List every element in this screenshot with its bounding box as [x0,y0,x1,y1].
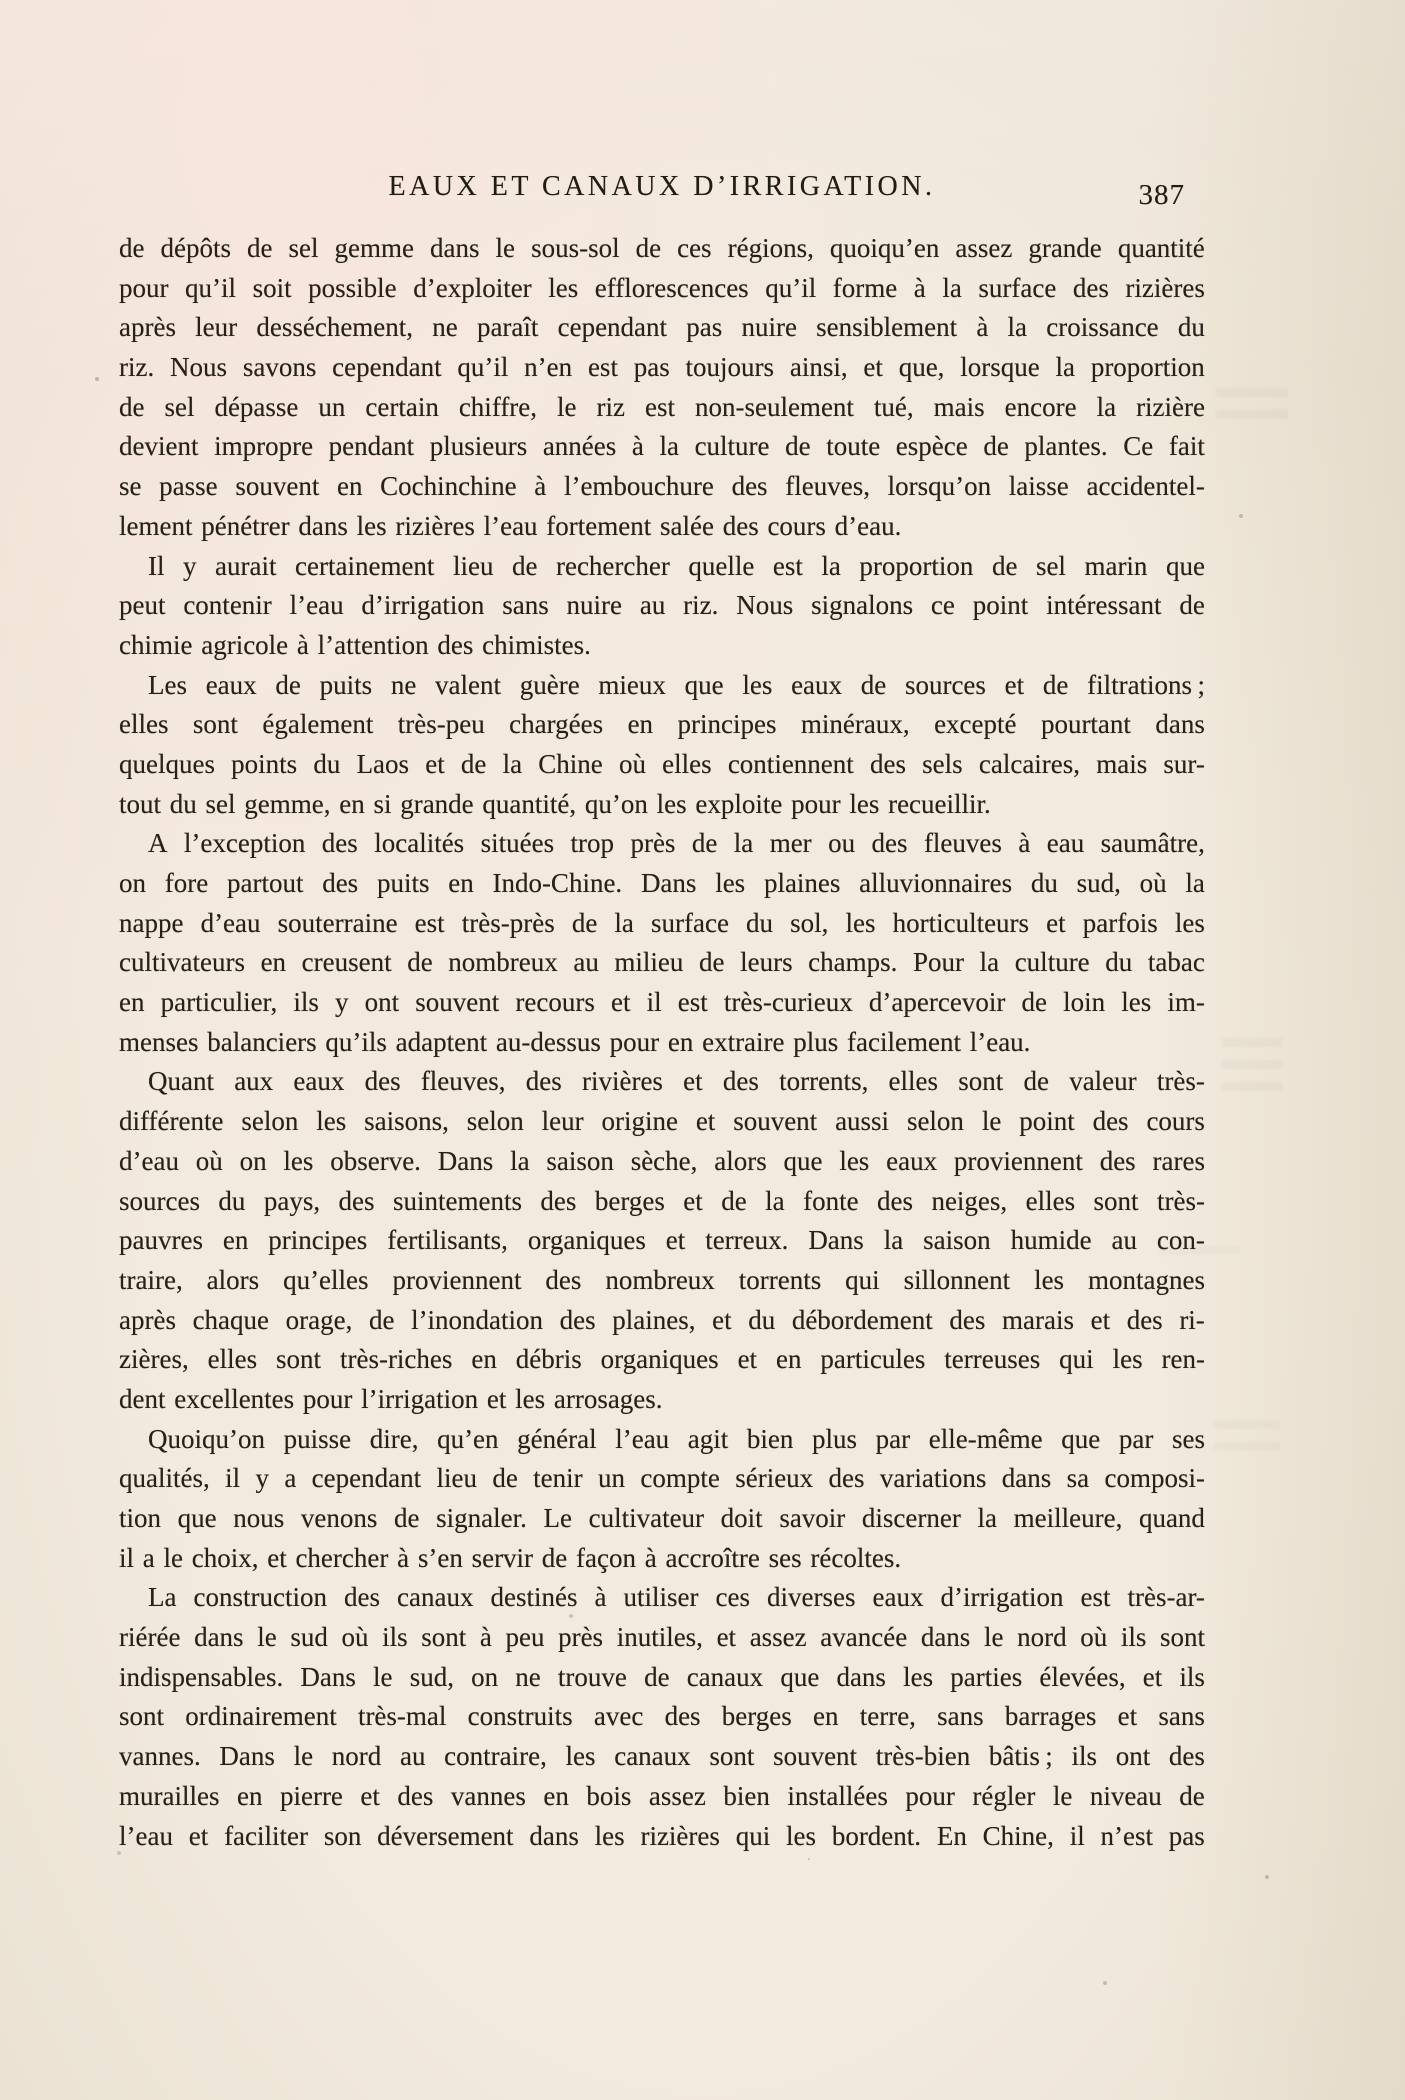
text-line: menses balanciers qu’ils adaptent au-dessus pour en extraire plus facilement l’eau. [119,1026,1031,1057]
text-line: riérée dans le sud où ils sont à peu près inutiles, et assez avancée dans le nord où ils sont [119,1622,1205,1653]
text-line: elles sont également très-peu chargées en principes minéraux, excepté pourtant dans [119,709,1205,740]
text-line: vannes. Dans le nord au contraire, les canaux sont souvent très-bien bâtis ; ils ont des [119,1741,1205,1772]
text-line: lement pénétrer dans les rizières l’eau fortement salée des cours d’eau. [119,510,902,541]
paragraph [119,824,1205,1062]
text-line: l’eau et faciliter son déversement dans les rizières qui les bordent. En Chine, il n’est pas [119,1820,1205,1851]
text-line: de sel dépasse un certain chiffre, le riz est non-seulement tué, mais encore la rizière [119,391,1205,422]
text-line: en particulier, ils y ont souvent recours et il est très-curieux d’apercevoir de loin les im- [119,987,1205,1018]
text-line: quelques points du Laos et de la Chine où elles contiennent des sels calcaires, mais sur- [119,748,1205,779]
text-line: différente selon les saisons, selon leur origine et souvent aussi selon le point des cours [119,1106,1205,1137]
text-line: tion que nous venons de signaler. Le cultivateur doit savoir discerner la meilleure, quand [119,1503,1205,1533]
text-line: pour qu’il soit possible d’exploiter les efflorescences qu’il forme à la surface des rizières [119,272,1205,303]
paragraph [119,229,1205,547]
text-line: cultivateurs en creusent de nombreux au milieu de leurs champs. Pour la culture du tabac [119,947,1205,978]
paragraph [119,1578,1205,1856]
bleed-through-mark [1214,1420,1280,1462]
text-line: Il y aurait certainement lieu de rechercher quelle est la proportion de sel marin que [148,550,1205,581]
page-number: 387 [1138,179,1185,211]
text-line: Quant aux eaux des fleuves, des rivières et des torrents, elles sont de valeur très- [148,1066,1205,1097]
text-line: il a le choix, et chercher à s’en servir de façon à accroître ses récoltes. [119,1542,902,1573]
text-line: on fore partout des puits en Indo-Chine. Dans les plaines alluvionnaires du sud, où la [119,868,1205,898]
text-line: se passe souvent en Cochinchine à l’embouchure des fleuves, lorsqu’on laisse accidentel- [119,471,1205,502]
text-line: traire, alors qu’elles proviennent des nombreux torrents qui sillonnent les montagnes [119,1264,1205,1295]
page-content [119,171,1205,1851]
text-line: Quoiqu’on puisse dire, qu’en général l’eau agit bien plus par elle-même que par ses [148,1423,1205,1454]
text-line: après chaque orage, de l’inondation des plaines, et du débordement des marais et des ri- [119,1304,1205,1335]
text-line: sources du pays, des suintements des berges et de la fonte des neiges, elles sont très- [119,1185,1205,1216]
text-line: sont ordinairement très-mal construits avec des berges en terre, sans barrages et sans [119,1701,1205,1732]
text-line: qualités, il y a cependant lieu de tenir un compte sérieux des variations dans sa composi- [119,1463,1205,1494]
running-title: EAUX ET CANAUX D’IRRIGATION. [388,171,936,202]
text-line: A l’exception des localités situées trop près de la mer ou des fleuves à eau saumâtre, [148,828,1205,859]
text-line: chimie agricole à l’attention des chimistes. [119,629,591,660]
text-line: Les eaux de puits ne valent guère mieux que les eaux de sources et de filtrations ; [148,669,1205,700]
paragraph [119,1420,1205,1579]
text-line: peut contenir l’eau d’irrigation sans nuire au riz. Nous signalons ce point intéressant de [119,590,1205,621]
body-text [119,229,1205,1856]
paragraph [119,666,1205,825]
text-line: tout du sel gemme, en si grande quantité, qu’on les exploite pour les recueillir. [119,788,991,819]
text-line: nappe d’eau souterraine est très-près de la surface du sol, les horticulteurs et parfois les [119,907,1205,938]
dust-specks [0,0,2,2]
text-line: zières, elles sont très-riches en débris organiques et en particules terreuses qui les ren- [119,1344,1205,1375]
text-line: d’eau où on les observe. Dans la saison sèche, alors que les eaux proviennent des rares [119,1145,1205,1176]
text-line: après leur desséchement, ne paraît cependant pas nuire sensiblement à la croissance du [119,312,1205,343]
text-line: riz. Nous savons cependant qu’il n’en est pas toujours ainsi, et que, lorsque la proportion [119,352,1205,383]
text-line: murailles en pierre et des vannes en bois assez bien installées pour régler le niveau de [119,1780,1205,1811]
bleed-through-mark [1222,1038,1282,1102]
text-line: La construction des canaux destinés à utiliser ces diverses eaux d’irrigation est très-ar- [148,1582,1205,1613]
paragraph [119,547,1205,666]
text-line: pauvres en principes fertilisants, organiques et terreux. Dans la saison humide au con- [119,1225,1205,1256]
paragraph [119,1062,1205,1419]
text-line: devient impropre pendant plusieurs années à la culture de toute espèce de plantes. Ce fait [119,431,1205,462]
bleed-through-mark [1216,388,1288,420]
text-line: indispensables. Dans le sud, on ne trouve de canaux que dans les parties élevées, et ils [119,1661,1205,1692]
text-line: dent excellentes pour l’irrigation et les arrosages. [119,1383,663,1414]
page-header [119,171,1205,211]
text-line: de dépôts de sel gemme dans le sous-sol de ces régions, quoiqu’en assez grande quantité [119,233,1205,263]
